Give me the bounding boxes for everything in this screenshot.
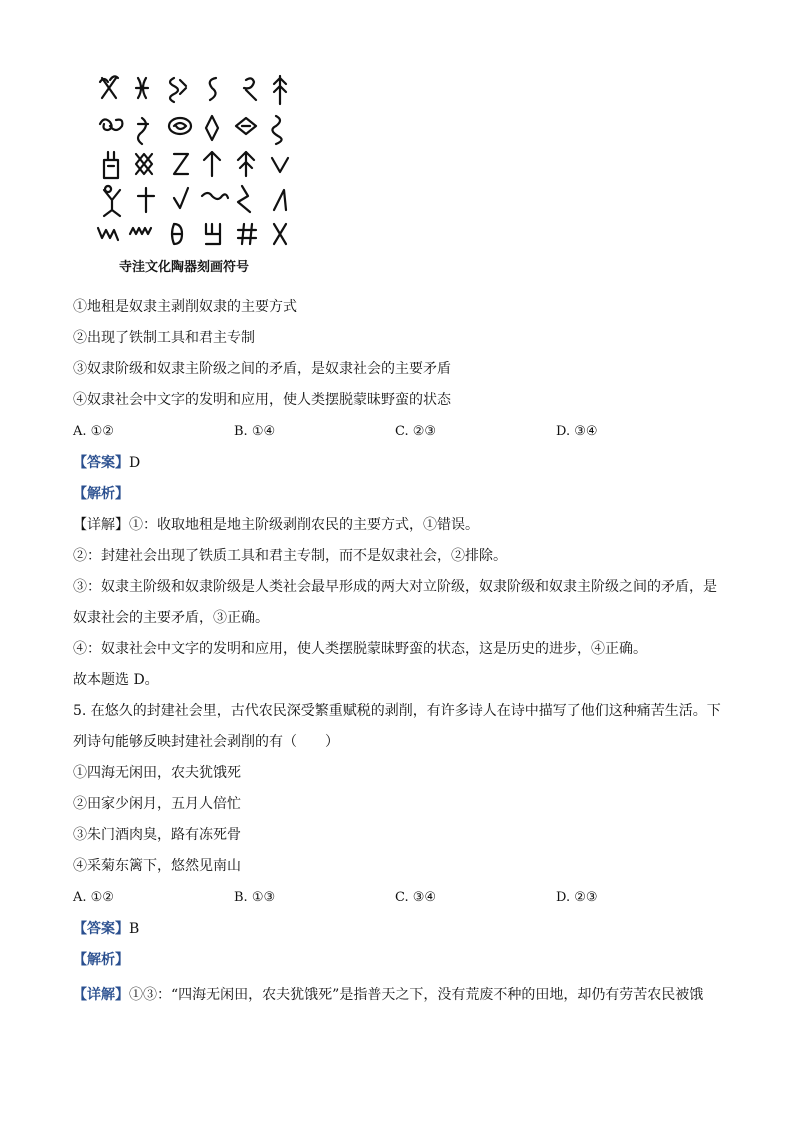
q4-statement-1: ①地租是奴隶主剥削奴隶的主要方式	[73, 299, 297, 315]
q4-detail-line-3: ③：奴隶主阶级和奴隶阶级是人类社会最早形成的两大对立阶级，奴隶阶级和奴隶主阶级之间的矛盾，是	[73, 579, 717, 595]
q4-detail-line-1	[73, 516, 479, 534]
q4-answer-value: D	[129, 455, 141, 471]
q4-detail-line-6: 故本题选 D。	[73, 672, 159, 688]
q4-answer-label: 【答案】	[73, 455, 129, 471]
q5-answer-label: 【答案】	[73, 921, 129, 937]
q4-analysis-label	[73, 485, 129, 503]
q5-option-d: D. ②③	[556, 890, 598, 905]
q5-statement-1: ①四海无闲田，农夫犹饿死	[73, 765, 241, 781]
q5-answer-value: B	[129, 921, 140, 937]
q4-detail-text-1: ①：收取地租是地主阶级剥削农民的主要方式，①错误。	[129, 517, 479, 533]
q4-option-a: A. ①②	[73, 424, 114, 439]
q4-statement-4: ④奴隶社会中文字的发明和应用，使人类摆脱蒙昧野蛮的状态	[73, 392, 451, 408]
q5-statement-3: ③朱门酒肉臭，路有冻死骨	[73, 827, 241, 843]
q5-option-b: B. ①③	[234, 890, 276, 905]
q4-option-c: C. ②③	[395, 424, 437, 439]
q5-detail-line-1	[73, 986, 703, 1004]
q5-stem-line-2: 列诗句能够反映封建社会剥削的有（ ）	[73, 734, 339, 750]
q4-detail-line-5: ④：奴隶社会中文字的发明和应用，使人类摆脱蒙昧野蛮的状态，这是历史的进步，④正确。	[73, 641, 647, 657]
q5-detail-label: 【详解】	[73, 987, 129, 1003]
q4-detail-label: 【详解】	[73, 517, 129, 533]
q5-option-c: C. ③④	[395, 890, 437, 905]
q5-detail-text: ①③：“四海无闲田，农夫犹饿死”是指普天之下，没有荒废不种的田地，却仍有劳苦农民被饿	[129, 987, 704, 1003]
q4-statement-3: ③奴隶阶级和奴隶主阶级之间的矛盾，是奴隶社会的主要矛盾	[73, 361, 451, 377]
q5-analysis-heading: 【解析】	[73, 952, 129, 968]
q4-detail-line-4: 奴隶社会的主要矛盾，③正确。	[73, 610, 269, 626]
q4-statement-2: ②出现了铁制工具和君主专制	[73, 330, 255, 346]
pottery-symbols-image	[94, 68, 304, 253]
q5-analysis-label	[73, 951, 129, 969]
q5-answer	[73, 920, 139, 938]
q4-option-d: D. ③④	[556, 424, 598, 439]
q5-stem-line-1: 5. 在悠久的封建社会里，古代农民深受繁重赋税的剥削，有许多诗人在诗中描写了他们这种痛苦生活。下	[73, 703, 721, 719]
q4-detail-line-2: ②：封建社会出现了铁质工具和君主专制，而不是奴隶社会，②排除。	[73, 548, 507, 564]
q5-option-a: A. ①②	[73, 890, 114, 905]
q4-analysis-heading: 【解析】	[73, 486, 129, 502]
q5-statement-2: ②田家少闲月，五月人倍忙	[73, 796, 241, 812]
q4-answer	[73, 454, 140, 472]
q4-option-b: B. ①④	[234, 424, 276, 439]
figure-caption: 寺洼文化陶器刻画符号	[119, 260, 250, 275]
pottery-symbols-figure	[94, 68, 304, 253]
q5-statement-4: ④采菊东篱下，悠然见南山	[73, 858, 241, 874]
